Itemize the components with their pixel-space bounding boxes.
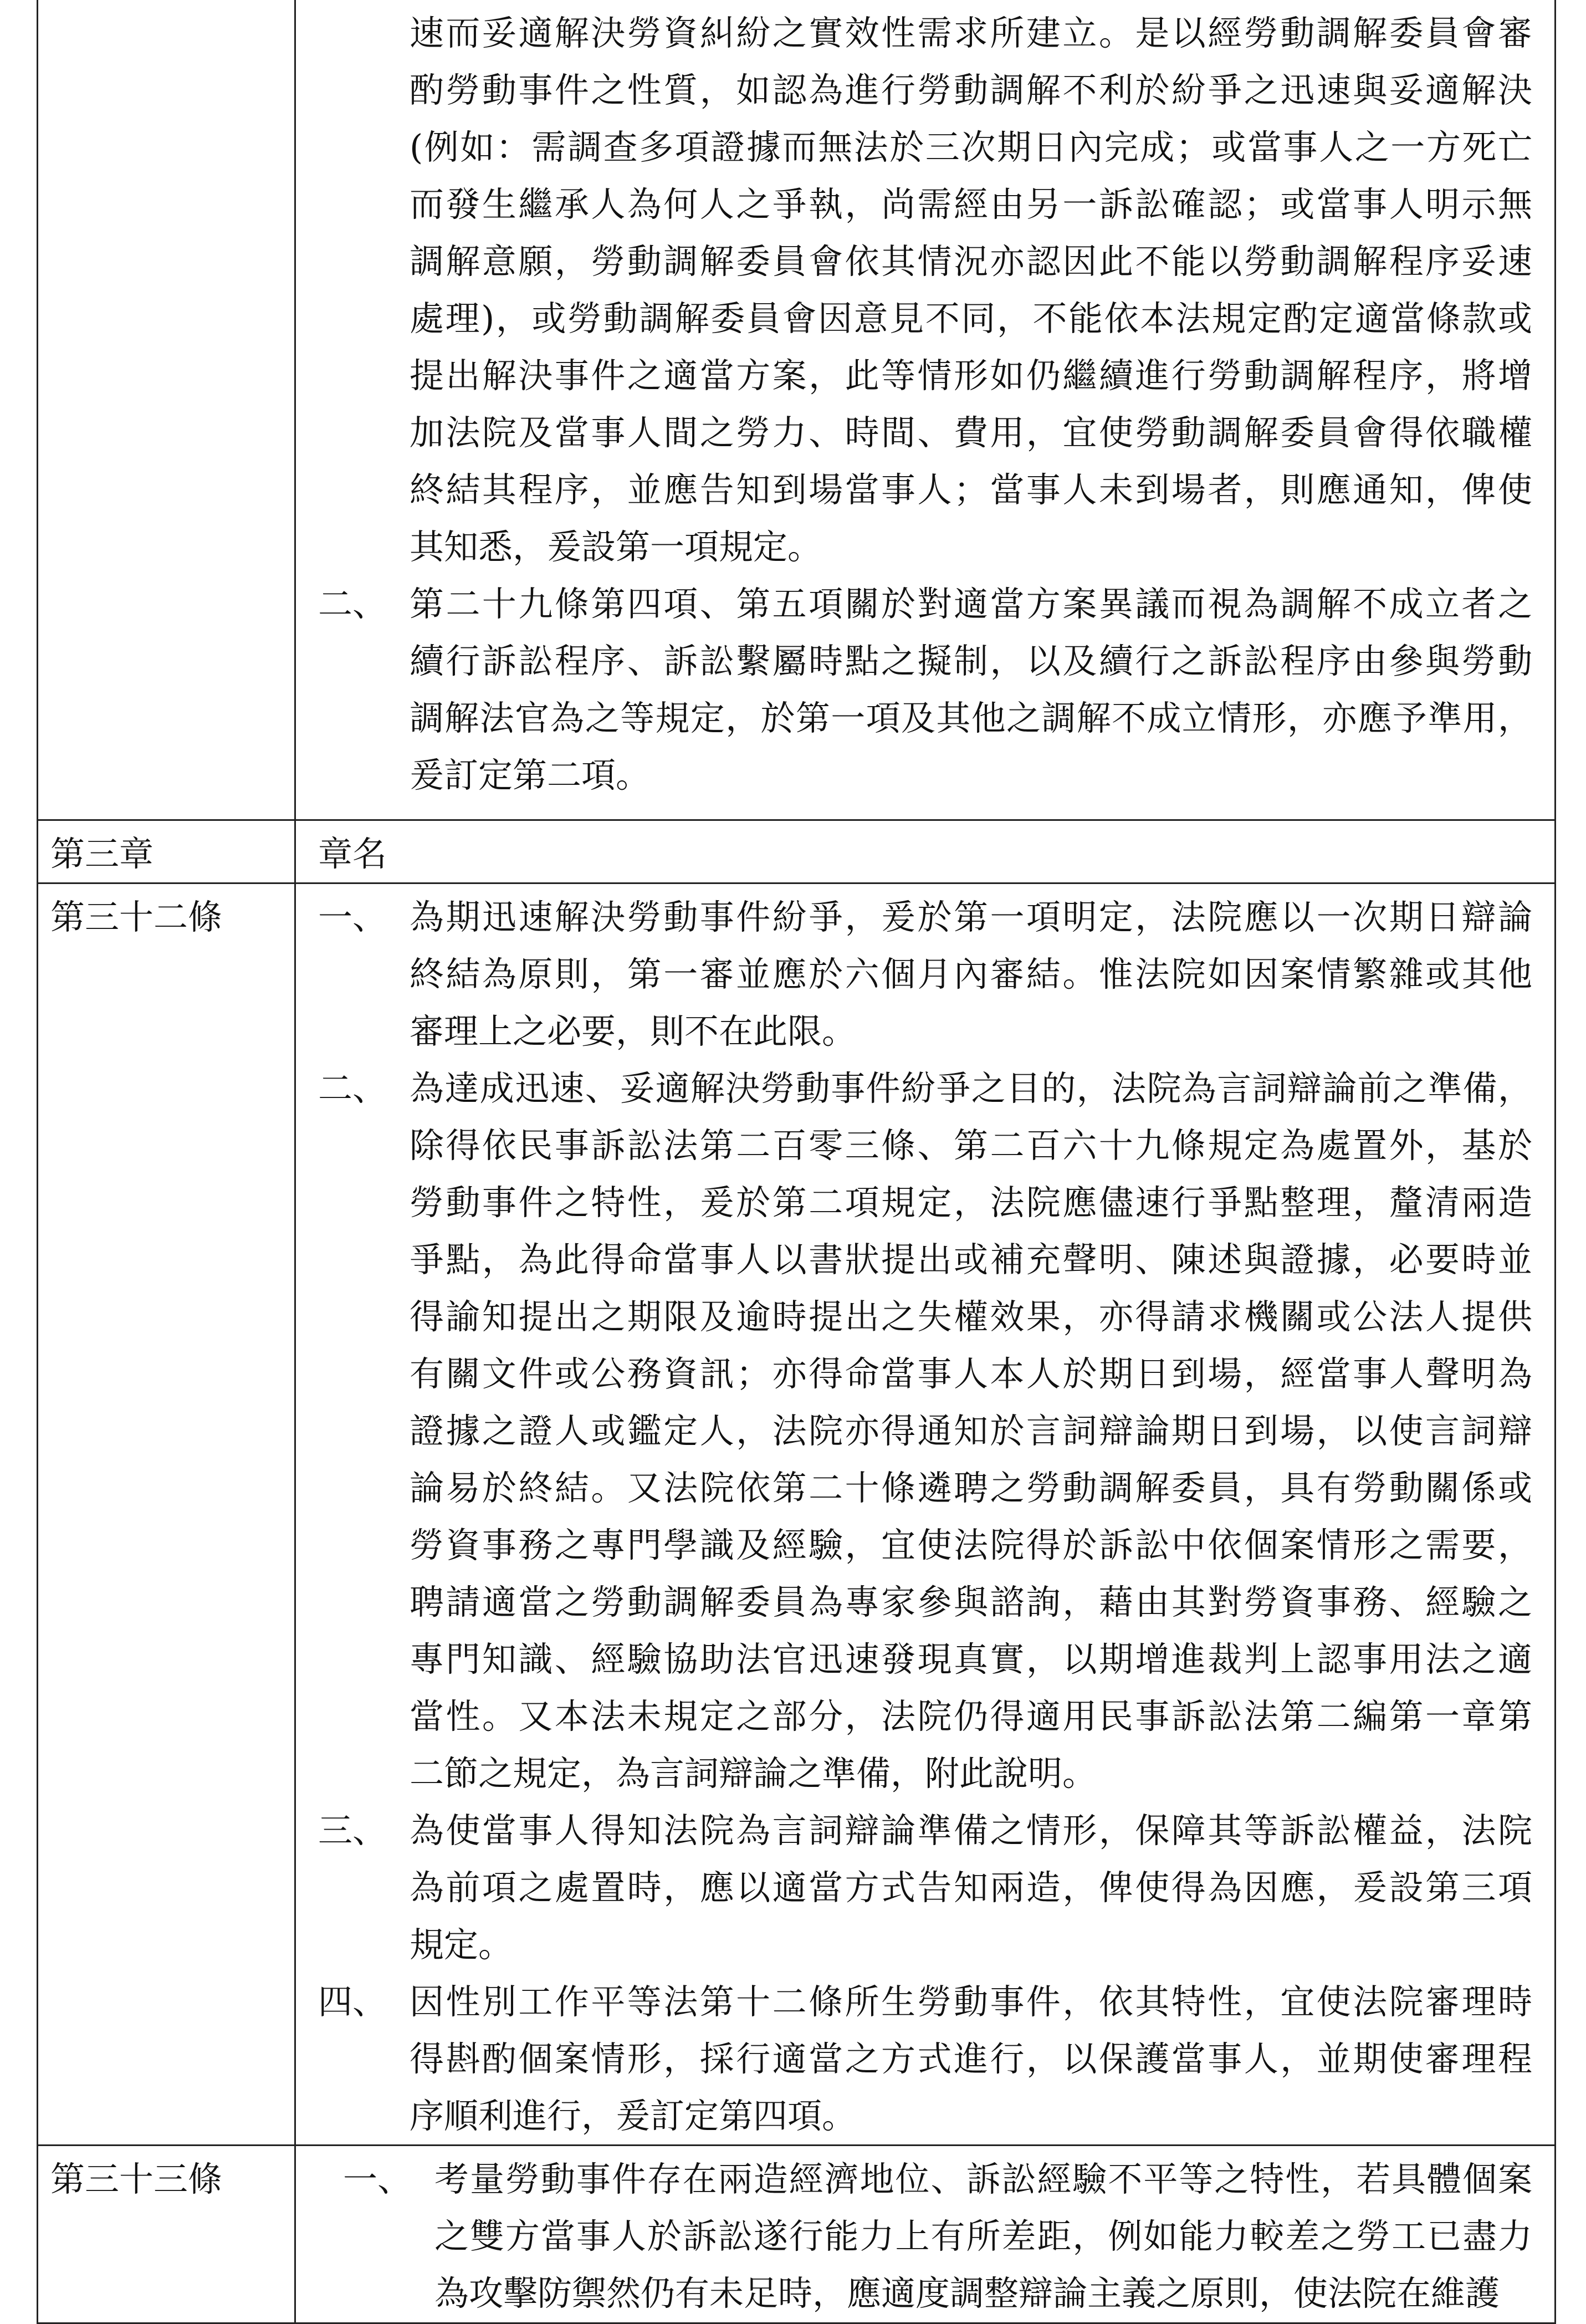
article-label: 第三十三條	[38, 2146, 296, 2322]
article-label: 第三十二條	[38, 884, 296, 2144]
text-line: 調解意願，勞動調解委員會依其情況亦認因此不能以勞動調解程序妥速	[410, 241, 1532, 282]
text-line: 終結其程序，並應告知到場當事人；當事人未到場者，則應通知，俾使	[410, 469, 1532, 510]
text-line: 調解法官為之等規定，於第一項及其他之調解不成立情形，亦應予準用，	[410, 698, 1532, 738]
text-line: 爰訂定第二項。	[410, 755, 651, 795]
text-line: 得諭知提出之期限及逾時提出之失權效果，亦得請求機關或公法人提供	[410, 1296, 1532, 1337]
text-line: 處理)，或勞動調解委員會因意見不同，不能依本法規定酌定適當條款或	[410, 298, 1532, 339]
item-number: 二、	[318, 1068, 387, 1109]
explanation-item	[296, 888, 1532, 1060]
text-line: 有關文件或公務資訊；亦得命當事人本人於期日到場，經當事人聲明為	[410, 1353, 1532, 1394]
explanation-item	[296, 1802, 1532, 1973]
explanation-item	[318, 825, 1532, 882]
explanation-content	[296, 2146, 1554, 2322]
text-line: 為前項之處置時，應以適當方式告知兩造，俾使得為因應，爰設第三項	[410, 1867, 1532, 1908]
explanation-item	[296, 2151, 1532, 2322]
text-line: 之雙方當事人於訴訟遂行能力上有所差距，例如能力較差之勞工已盡力	[434, 2216, 1532, 2256]
text-line: 續行訴訟程序、訴訟繫屬時點之擬制，以及續行之訴訟程序由參與勞動	[410, 641, 1532, 681]
item-number: 一、	[343, 2159, 412, 2199]
item-number: 一、	[318, 897, 387, 937]
explanation-content	[296, 821, 1554, 882]
text-line: 終結為原則，第一審並應於六個月內審結。惟法院如因案情繁雜或其他	[410, 954, 1532, 994]
explanation-item	[296, 1060, 1532, 1802]
text-line: 為期迅速解決勞動事件紛爭，爰於第一項明定，法院應以一次期日辯論	[410, 897, 1532, 937]
text-line: 提出解決事件之適當方案，此等情形如仍繼續進行勞動調解程序，將增	[410, 355, 1532, 396]
text-line: 規定。	[410, 1924, 513, 1965]
text-line: 爭點，為此得命當事人以書狀提出或補充聲明、陳述與證據，必要時並	[410, 1239, 1532, 1280]
text-line: 其知悉，爰設第一項規定。	[410, 527, 822, 567]
text-line: 為達成迅速、妥適解決勞動事件紛爭之目的，法院為言詞辯論前之準備，	[410, 1068, 1532, 1109]
text-line: 聘請適當之勞動調解委員為專家參與諮詢，藉由其對勞資事務、經驗之	[410, 1582, 1532, 1622]
text-line: 考量勞動事件存在兩造經濟地位、訴訟經驗不平等之特性，若具體個案	[434, 2159, 1532, 2199]
text-line: 為使當事人得知法院為言詞辯論準備之情形，保障其等訴訟權益，法院	[410, 1810, 1532, 1851]
text-line: 章名	[318, 834, 387, 874]
text-line: 二節之規定，為言詞辯論之準備，附此說明。	[410, 1753, 1097, 1794]
text-line: 除得依民事訴訟法第二百零三條、第二百六十九條規定為處置外，基於	[410, 1125, 1532, 1166]
article-33-row	[38, 2146, 1554, 2324]
text-line: 而發生繼承人為何人之爭執，尚需經由另一訴訟確認；或當事人明示無	[410, 184, 1532, 224]
explanation-table	[37, 0, 1556, 2324]
text-line: 證據之證人或鑑定人，法院亦得通知於言詞辯論期日到場，以使言詞辯	[410, 1411, 1532, 1451]
text-line: (例如：需調查多項證據而無法於三次期日內完成；或當事人之一方死亡	[410, 127, 1532, 167]
text-line: 酌勞動事件之性質，如認為進行勞動調解不利於紛爭之迅速與妥適解決	[410, 70, 1532, 110]
text-line: 加法院及當事人間之勞力、時間、費用，宜使勞動調解委員會得依職權	[410, 412, 1532, 453]
continued-row	[38, 0, 1554, 821]
text-line: 專門知識、經驗協助法官迅速發現真實，以期增進裁判上認事用法之適	[410, 1639, 1532, 1679]
text-line: 審理上之必要，則不在此限。	[410, 1011, 857, 1051]
article-32-row	[38, 884, 1554, 2146]
text-line: 論易於終結。又法院依第二十條遴聘之勞動調解委員，具有勞動關係或	[410, 1468, 1532, 1508]
item-number: 二、	[318, 584, 387, 624]
article-label	[38, 0, 296, 819]
article-label: 第三章	[38, 821, 296, 882]
explanation-item	[296, 4, 1532, 575]
text-line: 勞資事務之專門學識及經驗，宜使法院得於訴訟中依個案情形之需要，	[410, 1525, 1532, 1565]
text-line: 序順利進行，爰訂定第四項。	[410, 2096, 857, 2136]
text-line: 得斟酌個案情形，採行適當之方式進行，以保護當事人，並期使審理程	[410, 2039, 1532, 2079]
text-line: 第二十九條第四項、第五項關於對適當方案異議而視為調解不成立者之	[410, 584, 1532, 624]
item-number: 四、	[318, 1981, 387, 2022]
chapter-three-row	[38, 821, 1554, 884]
text-line: 速而妥適解決勞資糾紛之實效性需求所建立。是以經勞動調解委員會審	[410, 13, 1532, 53]
text-line: 因性別工作平等法第十二條所生勞動事件，依其特性，宜使法院審理時	[410, 1981, 1532, 2022]
text-line: 為攻擊防禦然仍有未足時，應適度調整辯論主義之原則，使法院在維護	[434, 2273, 1500, 2313]
item-number	[296, 4, 410, 575]
item-number: 三、	[318, 1810, 387, 1851]
explanation-item	[296, 1973, 1532, 2144]
explanation-content	[296, 884, 1554, 2144]
text-line: 當性。又本法未規定之部分，法院仍得適用民事訴訟法第二編第一章第	[410, 1696, 1532, 1736]
text-line: 勞動事件之特性，爰於第二項規定，法院應儘速行爭點整理，釐清兩造	[410, 1182, 1532, 1223]
explanation-content	[296, 0, 1554, 819]
explanation-item	[296, 575, 1532, 804]
